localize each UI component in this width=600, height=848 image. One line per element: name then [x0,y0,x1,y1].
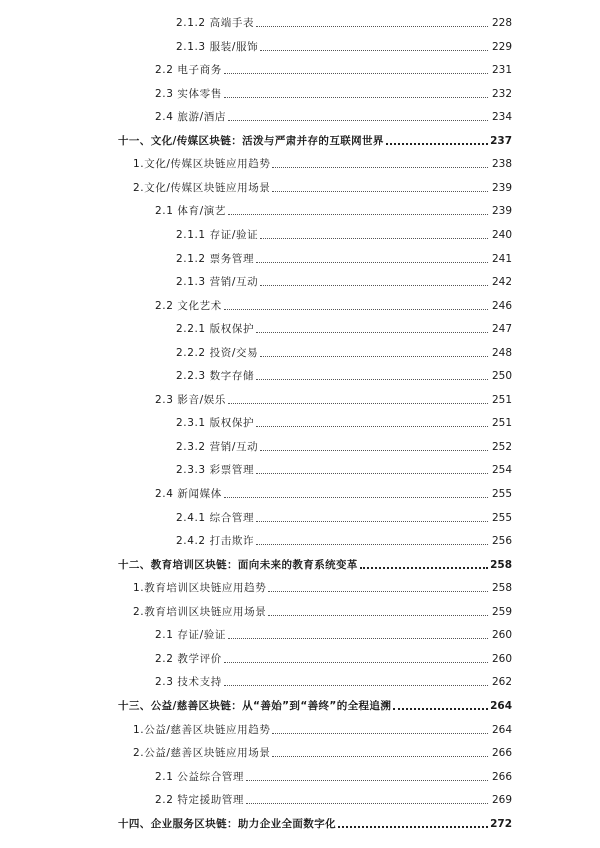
toc-entry-row[interactable] [0,57,512,77]
dot-leader [246,789,488,804]
toc-entry-label: 2.1 公益综合管理 [155,770,245,783]
toc-page-number: 232 [491,87,512,100]
dot-leader [256,507,488,522]
toc-page-number: 241 [491,252,512,265]
toc-entry-label: 2.2.3 数字存储 [176,370,255,383]
toc-entry-row[interactable] [0,434,512,454]
toc-entry-row[interactable] [0,669,512,689]
toc-page-number: 255 [491,511,512,524]
toc-entry-label: 1.文化/传媒区块链应用趋势 [133,158,271,171]
toc-entry-label: 2.2 教学评价 [155,652,222,665]
dot-leader [224,671,488,686]
dot-leader [228,624,488,639]
toc-entry-row[interactable] [0,410,512,430]
toc-page-number: 260 [491,629,512,642]
dot-leader [272,742,488,757]
toc-entry-row[interactable] [0,269,512,289]
toc-entry-label: 2.1.3 服装/服饰 [176,40,259,53]
toc-page-number: 262 [491,676,512,689]
toc-page-number: 240 [491,228,512,241]
toc-entry-row[interactable] [0,104,512,124]
toc-entry-row[interactable] [0,387,512,407]
toc-entry-label: 2.1 存证/验证 [155,629,226,642]
dot-leader [260,224,488,239]
toc-page-number: 229 [491,40,512,53]
dot-leader [224,295,488,310]
toc-entry-row[interactable] [0,505,512,525]
dot-leader [224,483,488,498]
toc-entry-label: 2.4.1 综合管理 [176,511,255,524]
toc-entry-row[interactable] [0,622,512,642]
toc-page-number: 251 [491,393,512,406]
toc-entry-row[interactable] [0,34,512,54]
toc-chapter-row[interactable] [0,128,512,148]
toc-entry-label: 2.1.3 营销/互动 [176,276,259,289]
toc-entry-row[interactable] [0,646,512,666]
dot-leader [260,436,488,451]
toc-entry-row[interactable] [0,222,512,242]
toc-page-number: 269 [491,794,512,807]
toc-entry-label: 2.公益/慈善区块链应用场景 [133,747,271,760]
dot-leader [256,412,488,427]
toc-page-number: 239 [491,205,512,218]
dot-leader [260,36,488,51]
dot-leader [228,106,488,121]
toc-entry-row[interactable] [0,575,512,595]
toc-entry-row[interactable] [0,787,512,807]
toc-chapter-row[interactable] [0,811,512,831]
dot-leader [260,342,488,357]
dot-leader [272,719,488,734]
toc-page-number: 258 [490,558,512,571]
toc-entry-label: 十三、公益/慈善区块链：从“善始”到“善终”的全程追溯 [118,699,392,712]
toc-entry-row[interactable] [0,198,512,218]
toc-chapter-row[interactable] [0,693,512,713]
toc-entry-label: 1.公益/慈善区块链应用趋势 [133,723,271,736]
toc-entry-row[interactable] [0,528,512,548]
dot-leader [246,766,488,781]
toc-page-number: 247 [491,323,512,336]
toc-entry-label: 2.2 电子商务 [155,64,222,77]
dot-leader [272,153,488,168]
toc-entry-label: 十二、教育培训区块链：面向未来的教育系统变革 [118,558,358,571]
dot-leader [224,648,488,663]
dot-leader [260,271,488,286]
dot-leader [360,553,488,569]
toc-entry-label: 2.3 技术支持 [155,676,222,689]
toc-entry-label: 2.3 影音/娱乐 [155,393,226,406]
toc-entry-row[interactable] [0,81,512,101]
toc-page-number: 228 [491,17,512,29]
toc-entry-label: 2.1.1 存证/验证 [176,228,259,241]
dot-leader [393,694,488,710]
toc-page-number: 252 [491,440,512,453]
toc-page-number: 266 [491,747,512,760]
toc-page-number: 251 [491,417,512,430]
toc-page-number: 250 [491,370,512,383]
toc-entry-label: 2.3.1 版权保护 [176,417,255,430]
toc-page-number: 272 [490,817,512,830]
toc-entry-label: 2.教育培训区块链应用场景 [133,605,267,618]
toc-page-number: 238 [491,158,512,171]
toc-page-number: 259 [491,605,512,618]
toc-entry-label: 2.4.2 打击欺诈 [176,535,255,548]
toc-page-number: 246 [491,299,512,312]
toc-entry-row[interactable] [0,764,512,784]
toc-entry-label: 2.4 新闻媒体 [155,488,222,500]
dot-leader [338,812,488,828]
toc-entry-row[interactable] [0,151,512,171]
toc-page-number: 239 [491,181,512,194]
toc-entry-label: 2.3.3 彩票管理 [176,464,255,477]
dot-leader [268,601,488,616]
toc-page-number: 231 [491,64,512,77]
dot-leader [224,59,488,74]
toc-entry-label: 2.文化/传媒区块链应用场景 [133,181,271,194]
toc-page-number: 264 [490,699,512,712]
toc-page-number: 260 [491,652,512,665]
toc-entry-row[interactable] [0,457,512,477]
toc-page-number: 266 [491,770,512,783]
dot-leader [256,530,488,545]
dot-leader [228,200,488,215]
toc-entry-row[interactable] [0,363,512,383]
toc-entry-label: 2.2.1 版权保护 [176,323,255,336]
toc-page-number: 248 [491,346,512,359]
toc-page-number: 234 [491,111,512,124]
toc-page-number: 255 [491,488,512,500]
toc-entry-label: 2.3 实体零售 [155,87,222,100]
dot-leader [224,83,488,98]
toc-entry-row[interactable] [0,740,512,760]
dot-leader [386,129,488,145]
toc-entry-row[interactable] [0,175,512,195]
dot-leader [256,459,488,474]
toc-entry-label: 2.1.2 高端手表 [176,17,255,29]
toc-entry-row[interactable] [0,293,512,313]
toc-entry-label: 2.1 体育/演艺 [155,205,226,218]
toc-page-number: 237 [490,134,512,147]
dot-leader [256,12,488,27]
toc-page-number: 258 [491,582,512,595]
toc-page-number: 264 [491,723,512,736]
toc-entry-label: 2.3.2 营销/互动 [176,440,259,453]
dot-leader [268,577,488,592]
dot-leader [272,177,488,192]
toc-entry-row[interactable] [0,316,512,336]
dot-leader [256,248,488,263]
toc-entry-row[interactable] [0,246,512,266]
toc-page-number: 256 [491,535,512,548]
toc-entry-row[interactable] [0,717,512,737]
toc-entry-row[interactable] [0,481,512,501]
toc-entry-label: 十四、企业服务区块链：助力企业全面数字化 [118,817,336,830]
toc-entry-label: 2.4 旅游/酒店 [155,111,226,124]
dot-leader [256,365,488,380]
toc-page-number: 242 [491,276,512,289]
dot-leader [228,389,488,404]
toc-entry-row[interactable] [0,340,512,360]
toc-entry-label: 2.1.2 票务管理 [176,252,255,265]
toc-entry-label: 2.2.2 投资/交易 [176,346,259,359]
toc-entry-row[interactable] [0,10,512,30]
toc-entry-label: 2.2 文化艺术 [155,299,222,312]
toc-entry-label: 十一、文化/传媒区块链：活泼与严肃并存的互联网世界 [118,134,384,147]
toc-entry-label: 2.2 特定援助管理 [155,794,245,807]
dot-leader [256,318,488,333]
toc-page-number: 254 [491,464,512,477]
toc-entry-row[interactable] [0,599,512,619]
toc-entry-label: 1.教育培训区块链应用趋势 [133,582,267,595]
toc-chapter-row[interactable] [0,552,512,572]
